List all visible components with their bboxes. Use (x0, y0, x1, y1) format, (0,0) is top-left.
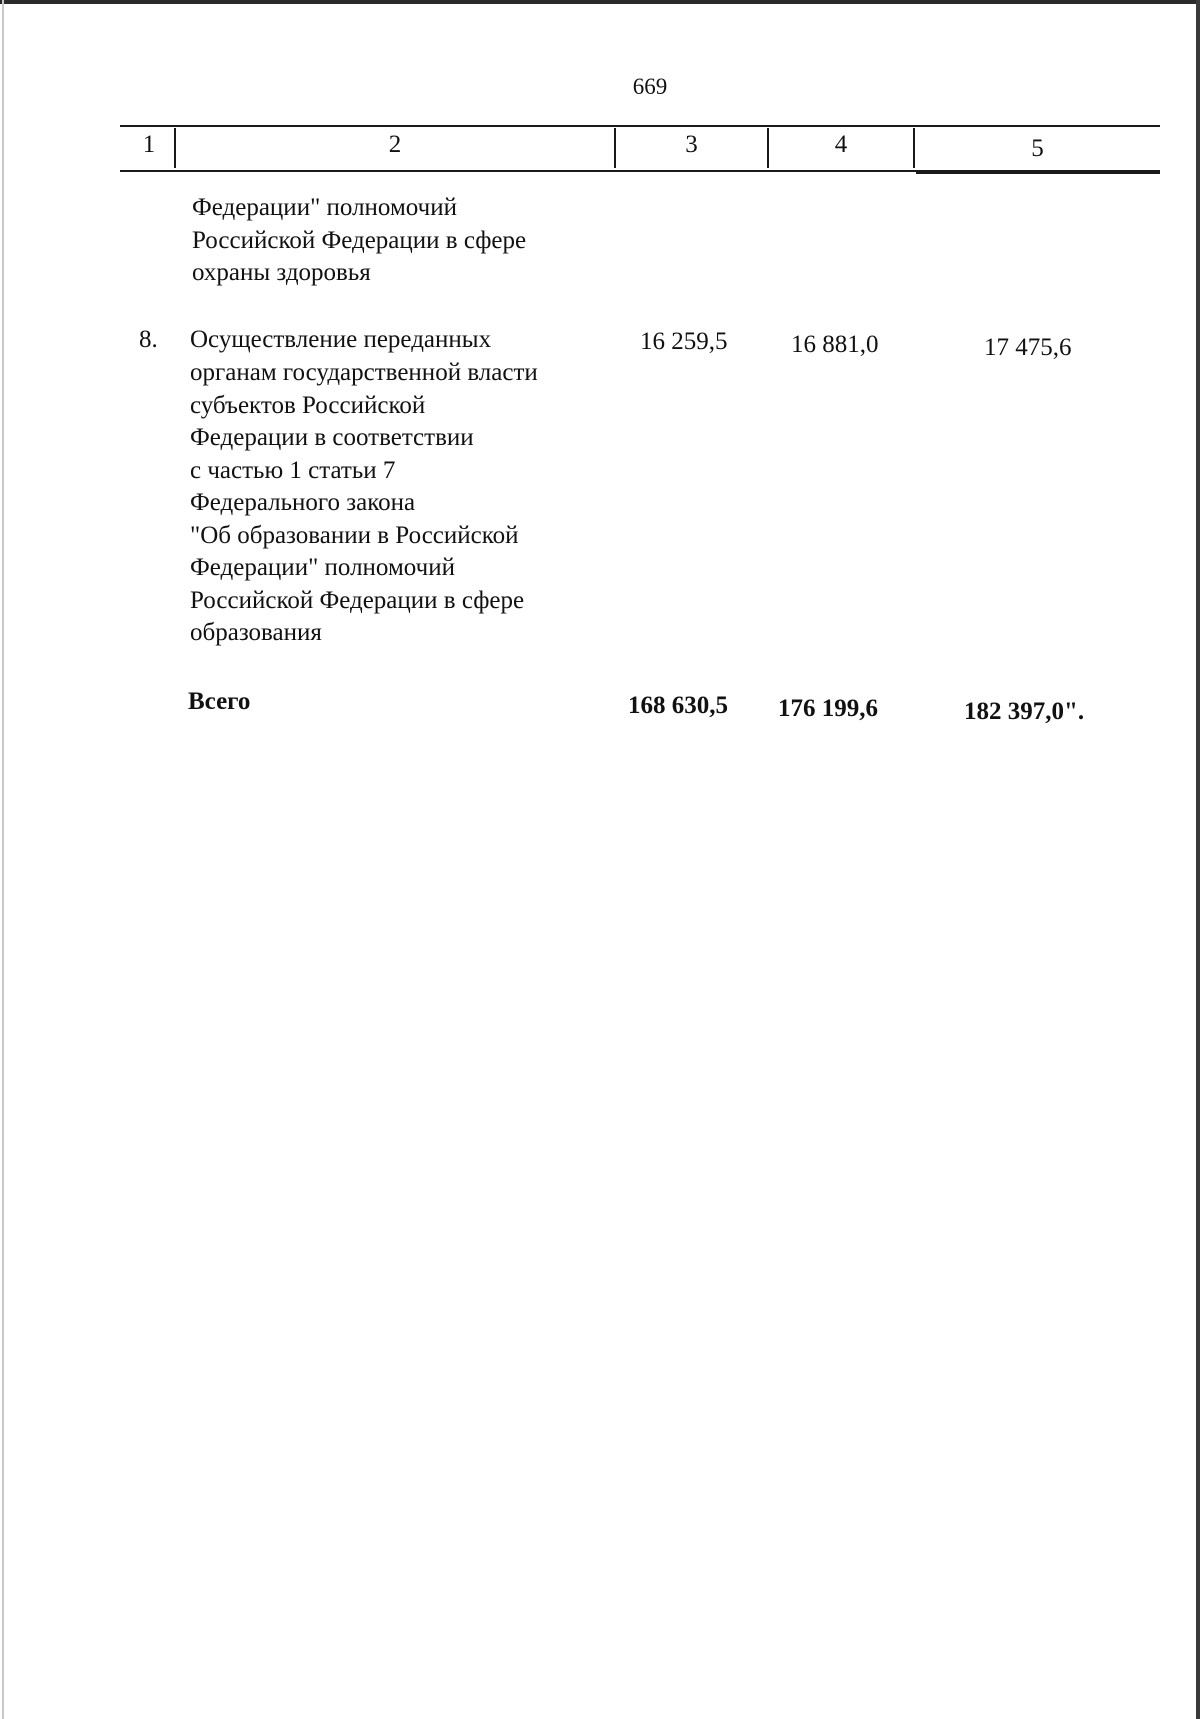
scan-border-left (2, 0, 4, 1719)
header-col-1: 1 (142, 131, 156, 158)
page-number: 669 (632, 74, 668, 99)
scan-border-right (1196, 0, 1200, 1719)
row-description-line: Федерации в соответствии (190, 424, 474, 451)
row-value-col5: 17 475,6 (984, 334, 1072, 361)
total-value-col4: 176 199,6 (778, 695, 878, 722)
row-number: 8. (139, 326, 158, 353)
row-description-line: Осуществление переданных (190, 326, 492, 353)
header-col-4: 4 (834, 131, 848, 158)
row-description-line: Федерального закона (190, 489, 416, 516)
header-col-2: 2 (388, 131, 402, 158)
header-col-5: 5 (1031, 135, 1044, 162)
row-value-col3: 16 259,5 (640, 328, 728, 355)
total-value-col3: 168 630,5 (628, 692, 728, 719)
total-value-col5: 182 397,0". (964, 698, 1085, 725)
scan-border-top (0, 0, 1200, 4)
continuation-line: Российской Федерации в сфере (192, 227, 527, 254)
table-header-top-rule (120, 125, 1160, 127)
continuation-line: охраны здоровья (192, 259, 371, 286)
row-description-line: субъектов Российской (190, 392, 426, 419)
total-label: Всего (188, 688, 251, 715)
row-description-line: Федерации" полномочий (190, 554, 455, 581)
continuation-line: Федерации" полномочий (192, 194, 457, 221)
row-description-line: Российской Федерации в сфере (190, 587, 525, 614)
row-value-col4: 16 881,0 (791, 331, 879, 358)
header-col-3: 3 (685, 131, 698, 158)
row-description-line: образования (190, 619, 322, 646)
row-description-line: "Об образовании в Российской (190, 522, 519, 549)
row-description-line: с частью 1 статьи 7 (190, 457, 396, 484)
table-header-bottom-rule-right (916, 172, 1160, 174)
row-description-line: органам государственной власти (190, 359, 538, 386)
